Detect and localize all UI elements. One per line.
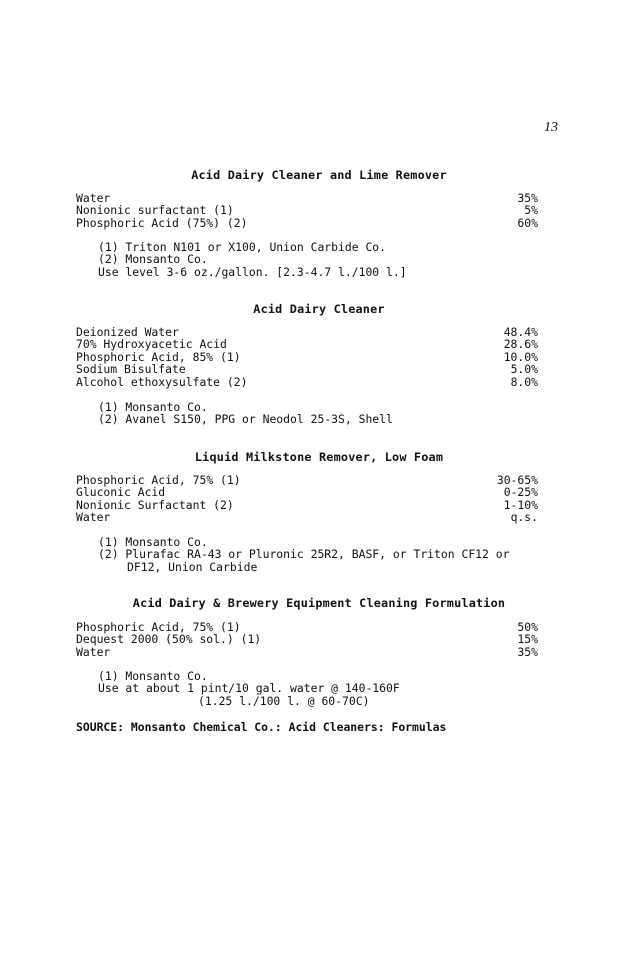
ingredient-row <box>76 204 538 216</box>
notes-1 <box>98 241 548 278</box>
source-citation: SOURCE: Monsanto Chemical Co.: Acid Cleaners: Formulas <box>76 720 447 734</box>
ingredient-row <box>76 646 538 658</box>
ingredient-row <box>76 338 538 350</box>
note-line: (2) Plurafac RA-43 or Pluronic 25R2, BASF, or Triton CF12 or DF12, Union Carbide <box>98 547 510 574</box>
ingredient-name: Phosphoric Acid (75%) (2) <box>76 215 248 230</box>
ingredient-name: Dequest 2000 (50% sol.) (1) <box>76 632 262 647</box>
ingredient-amount: 50% <box>517 620 538 634</box>
note-line: Use at about 1 pint/10 gal. water @ 140-160F <box>98 681 400 696</box>
ingredient-name: Water <box>76 510 111 525</box>
ingredient-name: 70% Hydroxyacetic Acid <box>76 337 227 352</box>
ingredient-amount: 5% <box>524 203 538 218</box>
ingredient-amount: 8.0% <box>510 374 538 389</box>
ingredient-row <box>76 363 538 375</box>
section-title-text: Acid Dairy Cleaner and Lime Remover <box>191 168 447 182</box>
note-line: Use level 3-6 oz./gallon. [2.3-4.7 l./100 l.] <box>98 264 407 279</box>
ingredient-name: Alcohol ethoxysulfate (2) <box>76 374 248 389</box>
ingredient-row <box>76 486 538 498</box>
note-line: (1) Monsanto Co. <box>98 535 208 549</box>
ingredient-amount: 35% <box>517 644 538 659</box>
ingredient-amount: 10.0% <box>503 349 538 364</box>
ingredient-row <box>76 633 538 645</box>
notes-3 <box>98 536 548 573</box>
ingredient-amount: 5.0% <box>510 362 538 377</box>
ingredient-name: Sodium Bisulfate <box>76 362 186 377</box>
ingredient-name: Phosphoric Acid, 75% (1) <box>76 620 241 634</box>
ingredient-name: Phosphoric Acid, 85% (1) <box>76 349 241 364</box>
note-line: (1) Monsanto Co. <box>98 400 208 414</box>
ingredient-amount: 0-25% <box>503 485 538 500</box>
ingredient-list-2 <box>76 326 538 388</box>
ingredient-row <box>76 511 538 523</box>
note-line: (2) Avanel S150, PPG or Neodol 25-3S, Shell <box>98 412 393 427</box>
ingredient-row <box>76 217 538 229</box>
section-title-liquid-milkstone-remover <box>0 450 638 464</box>
ingredient-name: Nonionic Surfactant (2) <box>76 497 234 512</box>
ingredient-amount: 30-65% <box>496 473 538 487</box>
notes-2 <box>98 401 548 426</box>
section-title-acid-dairy-cleaner-lime-remover <box>0 168 638 182</box>
ingredient-name: Water <box>76 644 111 659</box>
section-title-text: Acid Dairy & Brewery Equipment Cleaning Formulation <box>132 596 506 610</box>
ingredient-amount: 35% <box>517 191 538 205</box>
ingredient-name: Deionized Water <box>76 325 179 339</box>
notes-4 <box>98 670 548 707</box>
ingredient-list-4 <box>76 621 538 658</box>
section-title-brewery-equipment-cleaning <box>0 596 638 610</box>
page-number: 13 <box>544 120 558 135</box>
ingredient-amount: 15% <box>517 632 538 647</box>
section-title-acid-dairy-cleaner <box>0 302 638 316</box>
note-line: (2) Monsanto Co. <box>98 252 208 267</box>
ingredient-amount: 28.6% <box>503 337 538 352</box>
ingredient-name: Gluconic Acid <box>76 485 166 500</box>
ingredient-list-1 <box>76 192 538 229</box>
ingredient-name: Phosphoric Acid, 75% (1) <box>76 473 241 487</box>
ingredient-row <box>76 376 538 388</box>
ingredient-amount: 60% <box>517 215 538 230</box>
ingredient-amount: 48.4% <box>503 325 538 339</box>
ingredient-amount: 1-10% <box>503 497 538 512</box>
ingredient-list-3 <box>76 474 538 524</box>
section-title-text: Acid Dairy Cleaner <box>253 302 385 316</box>
ingredient-name: Water <box>76 191 111 205</box>
ingredient-name: Nonionic surfactant (1) <box>76 203 234 218</box>
ingredient-amount: q.s. <box>510 510 538 525</box>
section-title-text: Liquid Milkstone Remover, Low Foam <box>194 450 444 464</box>
note-line: (1.25 l./100 l. @ 60-70C) <box>198 693 370 708</box>
ingredient-row <box>76 499 538 511</box>
note-line: (1) Monsanto Co. <box>98 669 208 683</box>
note-line: (1) Triton N101 or X100, Union Carbide Co. <box>98 240 387 254</box>
